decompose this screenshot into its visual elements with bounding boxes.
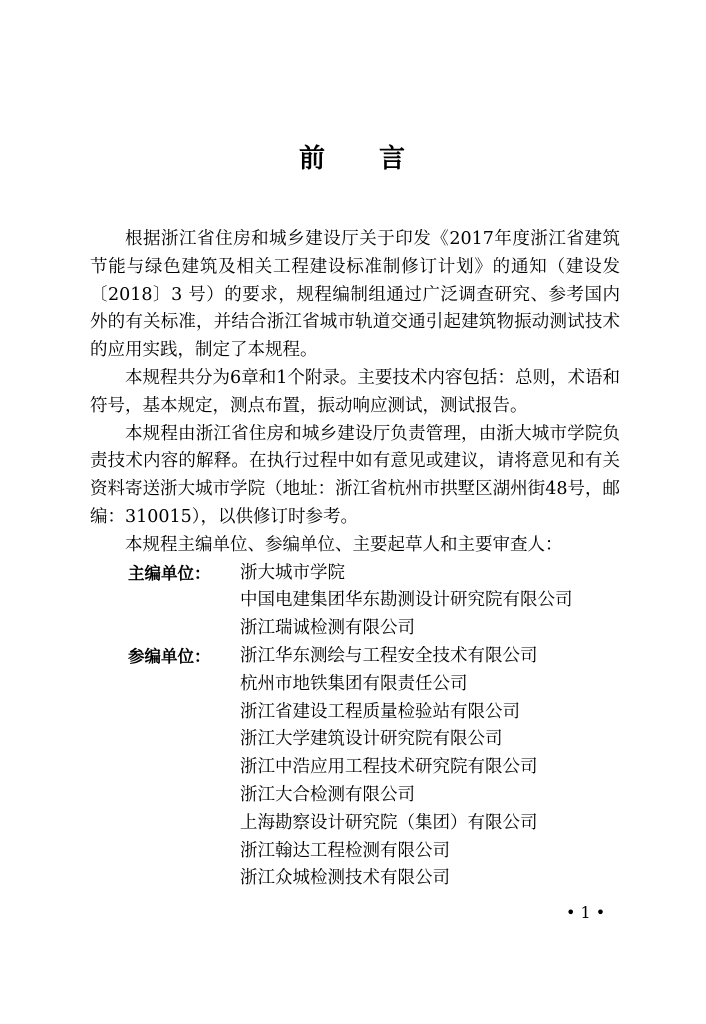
chief-units-list (90, 560, 620, 643)
unit-name: 上海勘察设计研究院（集团）有限公司 (240, 812, 538, 833)
unit-name: 浙江省建设工程质量检验站有限公司 (240, 701, 520, 722)
paragraph-1: 根据浙江省住房和城乡建设厅关于印发《2017年度浙江省建筑节能与绿色建筑及相关工程建设标准制修订计划》的通知（建设发〔2018〕3 号）的要求，规程编制组通过广泛调查研究、参考国内外的有关标准，并结合浙江省城市轨道交通引起建筑物振动测试技术的应用实践，制定了本规程。 (90, 229, 620, 361)
unit-name: 浙江翰达工程检测有限公司 (240, 840, 450, 861)
chief-units-label: 主编单位： (128, 563, 211, 583)
unit-name: 浙江大合检测有限公司 (240, 784, 415, 805)
list-item (90, 615, 620, 643)
preface-body (90, 226, 620, 893)
unit-name: 浙江瑞诚检测有限公司 (240, 618, 415, 639)
list-item (90, 671, 620, 699)
title-part-2: 言 (379, 144, 408, 174)
paragraph-2: 本规程共分为6章和1个附录。主要技术内容包括：总则，术语和符号，基本规定，测点布置，振动响应测试，测试报告。 (90, 367, 620, 416)
page-number: • 1 • (566, 903, 606, 922)
unit-name: 浙江中浩应用工程技术研究院有限公司 (240, 757, 538, 778)
list-item (90, 726, 620, 754)
participating-units-list (90, 643, 620, 893)
unit-name: 中国电建集团华东勘测设计研究院有限公司 (240, 590, 573, 611)
list-item (90, 838, 620, 866)
list-item (90, 560, 620, 588)
list-item (90, 782, 620, 810)
list-item (90, 865, 620, 893)
page-title (0, 138, 706, 175)
paragraph-4: 本规程主编单位、参编单位、主要起草人和主要审查人： (125, 534, 563, 555)
list-item (90, 587, 620, 615)
unit-name: 浙大城市学院 (240, 562, 345, 583)
unit-name: 浙江众城检测技术有限公司 (240, 868, 450, 889)
list-item (90, 643, 620, 671)
paragraph-3: 本规程由浙江省住房和城乡建设厅负责管理，由浙大城市学院负责技术内容的解释。在执行过程中如有意见或建议，请将意见和有关资料寄送浙大城市学院（地址：浙江省杭州市拱墅区湖州街48号，邮编：310015），以供修订时参考。 (90, 423, 620, 527)
unit-name: 杭州市地铁集团有限责任公司 (240, 673, 468, 694)
list-item (90, 754, 620, 782)
unit-name: 浙江大学建筑设计研究院有限公司 (240, 729, 503, 750)
unit-name: 浙江华东测绘与工程安全技术有限公司 (240, 645, 538, 666)
participating-units-label: 参编单位： (128, 646, 211, 666)
list-item (90, 810, 620, 838)
list-item (90, 699, 620, 727)
title-part-1: 前 (298, 144, 327, 174)
